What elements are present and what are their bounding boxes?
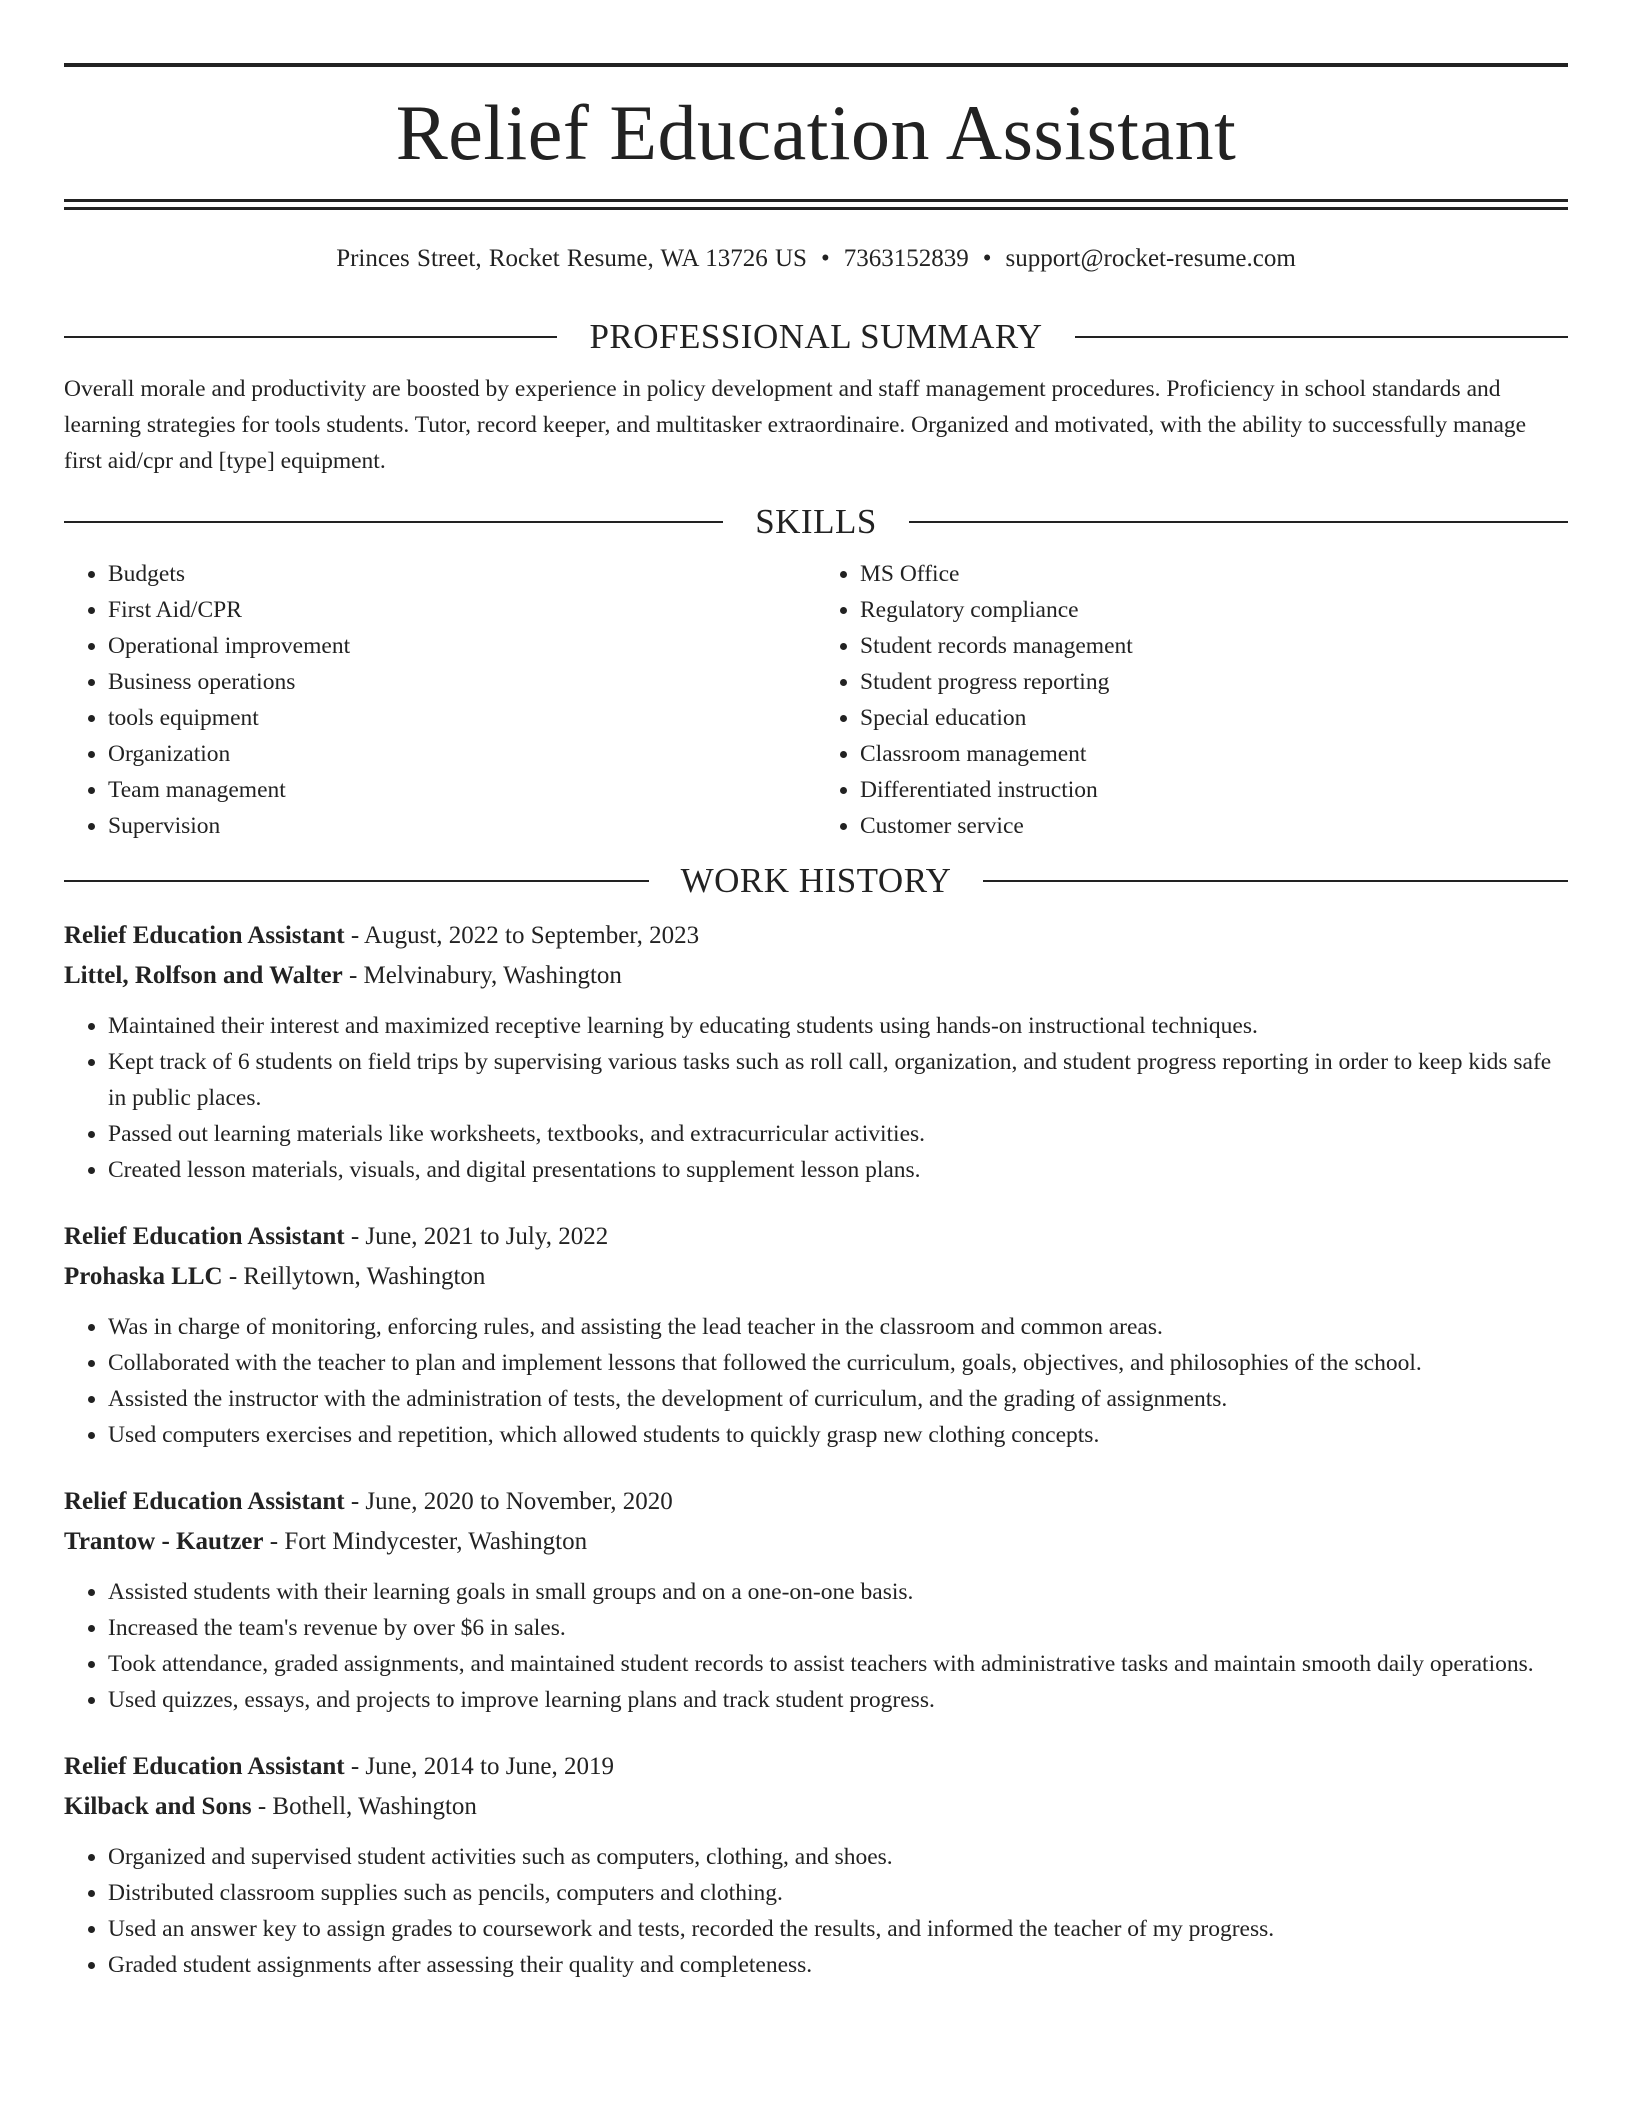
- contact-line: [64, 243, 1568, 275]
- skills-title: SKILLS: [755, 502, 877, 541]
- job-bullet: • Graded student assignments after assessing their quality and completeness.: [108, 1947, 1568, 1983]
- job-bullets: [64, 1008, 1568, 1188]
- job-title: Relief Education Assistant: [64, 1753, 345, 1780]
- job-location: - Bothell, Washington: [251, 1793, 477, 1820]
- job-company-line: [64, 1522, 1568, 1562]
- job-entry: [64, 916, 1568, 1188]
- skills-list: [64, 556, 1568, 844]
- job-company-line: [64, 1257, 1568, 1297]
- skill-item: • First Aid/CPR: [108, 592, 816, 628]
- job-location: - Fort Mindycester, Washington: [263, 1528, 588, 1555]
- top-rule: [64, 63, 1568, 67]
- job-company: Littel, Rolfson and Walter: [64, 962, 343, 989]
- skill-item: • Student progress reporting: [860, 664, 1568, 700]
- job-dates: - June, 2014 to June, 2019: [344, 1753, 615, 1780]
- job-bullets: [64, 1309, 1568, 1453]
- job-dates: - June, 2020 to November, 2020: [344, 1488, 673, 1515]
- job-company: Trantow - Kautzer: [64, 1528, 264, 1555]
- job-bullet: • Was in charge of monitoring, enforcing rules, and assisting the lead teacher in the classroom and common areas.: [108, 1309, 1568, 1345]
- work-history-title: WORK HISTORY: [680, 861, 952, 900]
- job-location: - Melvinabury, Washington: [342, 962, 622, 989]
- job-entry: [64, 1482, 1568, 1718]
- skill-item: • Special education: [860, 700, 1568, 736]
- job-bullet: • Used quizzes, essays, and projects to improve learning plans and track student progress.: [108, 1682, 1568, 1718]
- job-title-line: [64, 1747, 1568, 1787]
- job-company: Kilback and Sons: [64, 1793, 252, 1820]
- skills-column-right: [816, 556, 1568, 844]
- skill-item: • Budgets: [108, 556, 816, 592]
- job-title: Relief Education Assistant: [64, 1488, 345, 1515]
- work-history-heading: [64, 859, 1568, 903]
- job-bullet: • Increased the team's revenue by over $6 in sales.: [108, 1610, 1568, 1646]
- job-bullet: • Took attendance, graded assignments, and maintained student records to assist teachers with administrative tasks and maintain smooth daily operations.: [108, 1646, 1568, 1682]
- job-bullet: • Collaborated with the teacher to plan and implement lessons that followed the curriculum, goals, objectives, and philosophies of the school.: [108, 1345, 1568, 1381]
- summary-text: Overall morale and productivity are boosted by experience in policy development and staff management procedures. Proficiency in school standards and learning strategies for tools students. Tutor, record keeper, and multitasker extraordinaire. Organized and motivated, with the ability to successfully manage first aid/cpr and [type] equipment.: [64, 376, 1527, 474]
- contact-separator: •: [982, 245, 992, 272]
- skills-heading: [64, 500, 1568, 544]
- job-dates: - June, 2021 to July, 2022: [344, 1223, 609, 1250]
- contact-email: support@rocket-resume.com: [1005, 245, 1296, 272]
- skill-item: • Differentiated instruction: [860, 772, 1568, 808]
- name-double-rule: [64, 199, 1568, 210]
- skill-item: • tools equipment: [108, 700, 816, 736]
- job-company-line: [64, 956, 1568, 996]
- skill-item: • Regulatory compliance: [860, 592, 1568, 628]
- contact-separator: •: [820, 245, 830, 272]
- job-bullet: • Organized and supervised student activities such as computers, clothing, and shoes.: [108, 1839, 1568, 1875]
- job-title-line: [64, 1217, 1568, 1257]
- job-title: Relief Education Assistant: [64, 1223, 345, 1250]
- job-company: Prohaska LLC: [64, 1263, 223, 1290]
- skills-column-left: [64, 556, 816, 844]
- job-title: Relief Education Assistant: [64, 922, 345, 949]
- job-bullet: • Passed out learning materials like worksheets, textbooks, and extracurricular activities.: [108, 1116, 1568, 1152]
- skill-item: • Customer service: [860, 808, 1568, 844]
- heading-rule-right: [983, 880, 1568, 882]
- contact-address: Princes Street, Rocket Resume, WA 13726 US: [336, 245, 807, 272]
- job-bullet: • Assisted the instructor with the administration of tests, the development of curriculum, and the grading of assignments.: [108, 1381, 1568, 1417]
- job-title-line: [64, 916, 1568, 956]
- job-bullet: • Used computers exercises and repetition, which allowed students to quickly grasp new clothing concepts.: [108, 1417, 1568, 1453]
- job-company-line: [64, 1787, 1568, 1827]
- contact-phone: 7363152839: [843, 245, 969, 272]
- heading-rule-left: [64, 880, 649, 882]
- job-bullets: [64, 1574, 1568, 1718]
- skill-item: • Organization: [108, 736, 816, 772]
- skill-item: • Classroom management: [860, 736, 1568, 772]
- resume-name: Relief Education Assistant: [395, 89, 1237, 176]
- job-bullet: • Created lesson materials, visuals, and digital presentations to supplement lesson plans.: [108, 1152, 1568, 1188]
- heading-rule-right: [909, 521, 1568, 523]
- job-bullet: • Used an answer key to assign grades to coursework and tests, recorded the results, and informed the teacher of my progress.: [108, 1911, 1568, 1947]
- job-location: - Reillytown, Washington: [222, 1263, 486, 1290]
- skill-item: • Operational improvement: [108, 628, 816, 664]
- job-entry: [64, 1747, 1568, 1983]
- skill-item: • Business operations: [108, 664, 816, 700]
- job-bullet: • Distributed classroom supplies such as pencils, computers and clothing.: [108, 1875, 1568, 1911]
- job-entry: [64, 1217, 1568, 1453]
- heading-rule-left: [64, 336, 557, 338]
- skill-item: • Supervision: [108, 808, 816, 844]
- summary-title: PROFESSIONAL SUMMARY: [589, 317, 1043, 356]
- skill-item: • Student records management: [860, 628, 1568, 664]
- job-bullets: [64, 1839, 1568, 1983]
- job-bullet: • Kept track of 6 students on field trips by supervising various tasks such as roll call, organization, and student progress reporting in order to keep kids safe in public places.: [108, 1044, 1568, 1116]
- heading-rule-left: [64, 521, 723, 523]
- job-title-line: [64, 1482, 1568, 1522]
- job-bullet: • Assisted students with their learning goals in small groups and on a one-on-one basis.: [108, 1574, 1568, 1610]
- skill-item: • Team management: [108, 772, 816, 808]
- job-bullet: • Maintained their interest and maximized receptive learning by educating students using hands-on instructional techniques.: [108, 1008, 1568, 1044]
- skill-item: • MS Office: [860, 556, 1568, 592]
- heading-rule-right: [1075, 336, 1568, 338]
- job-dates: - August, 2022 to September, 2023: [344, 922, 700, 949]
- summary-heading: [64, 315, 1568, 359]
